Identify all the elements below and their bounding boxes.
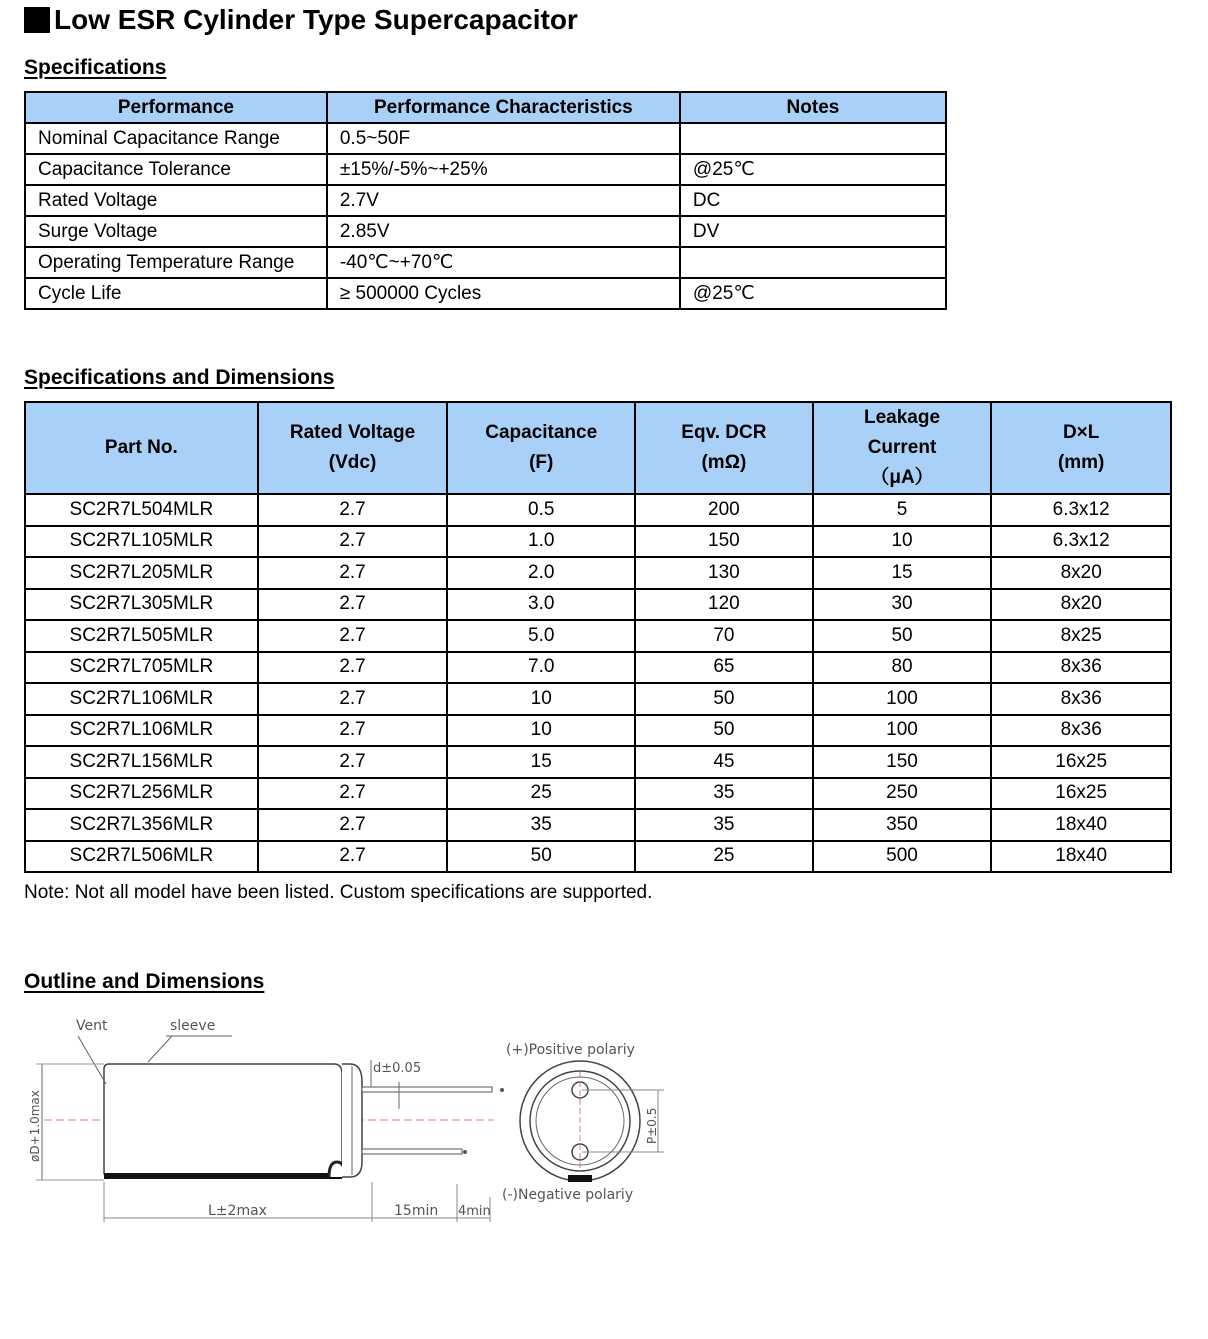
spec-table-header-row (25, 92, 946, 123)
vent-leader (78, 1036, 106, 1084)
dim-cell: 3.0 (447, 589, 635, 621)
spec-cell: Cycle Life (25, 278, 327, 309)
table-row (25, 809, 1171, 841)
dim-cell: 6.3x12 (991, 494, 1171, 526)
positive-polarity-label: (+)Positive polariy (506, 1042, 635, 1058)
dim-header-cell (447, 402, 635, 494)
dim-cell: 150 (813, 746, 992, 778)
dim-cell: 7.0 (447, 652, 635, 684)
dim-header-cell (258, 402, 448, 494)
section-specifications: Specifications (24, 56, 167, 79)
lead-positive (362, 1087, 492, 1092)
table-row (25, 683, 1171, 715)
dim-cell: SC2R7L705MLR (25, 652, 258, 684)
dim-cell: 16x25 (991, 778, 1171, 810)
table-row (25, 557, 1171, 589)
table-row (25, 526, 1171, 558)
dim-cell: SC2R7L505MLR (25, 620, 258, 652)
spec-cell: Operating Temperature Range (25, 247, 327, 278)
spec-cell: 2.85V (327, 216, 680, 247)
dim-cell: SC2R7L506MLR (25, 841, 258, 873)
pitch-label: P±0.5 (645, 1107, 659, 1144)
spec-cell: @25℃ (680, 278, 946, 309)
spec-table-row (25, 154, 946, 185)
dim-header-cell (991, 402, 1171, 494)
dim-cell: SC2R7L256MLR (25, 778, 258, 810)
dim-header-line: Current (867, 437, 937, 458)
spec-cell: @25℃ (680, 154, 946, 185)
dim-cell: SC2R7L205MLR (25, 557, 258, 589)
dim-cell: 2.7 (258, 620, 448, 652)
spec-cell (680, 247, 946, 278)
dim-cell: 2.7 (258, 778, 448, 810)
spec-cell (680, 123, 946, 154)
dim-header-line: Capacitance (485, 422, 598, 443)
dim-cell: 8x36 (991, 652, 1171, 684)
lead-min-label: 15min (394, 1203, 439, 1219)
negative-polarity-label: (-)Negative polariy (502, 1187, 634, 1203)
capacitor-body (104, 1064, 342, 1177)
dim-cell: 8x36 (991, 715, 1171, 747)
dim-header-line: (mm) (1057, 452, 1105, 473)
spec-cell: DV (680, 216, 946, 247)
specifications-table (24, 91, 947, 310)
dim-cell: 350 (813, 809, 992, 841)
spec-cell: Surge Voltage (25, 216, 327, 247)
dim-cell: 50 (635, 683, 813, 715)
page-title (24, 4, 578, 36)
dim-cell: 25 (447, 778, 635, 810)
spec-table-row (25, 123, 946, 154)
dim-cell: 65 (635, 652, 813, 684)
spec-cell: DC (680, 185, 946, 216)
dim-header-cell (813, 402, 992, 494)
dim-cell: 2.7 (258, 526, 448, 558)
dim-cell: SC2R7L106MLR (25, 683, 258, 715)
dim-cell: 10 (447, 715, 635, 747)
spec-cell: 0.5~50F (327, 123, 680, 154)
spec-cell: Nominal Capacitance Range (25, 123, 327, 154)
dim-cell: 30 (813, 589, 992, 621)
dim-cell: 2.7 (258, 809, 448, 841)
table-row (25, 778, 1171, 810)
dim-cell: 45 (635, 746, 813, 778)
dim-cell: 50 (635, 715, 813, 747)
dim-header-cell (635, 402, 813, 494)
section-outline: Outline and Dimensions (24, 970, 265, 993)
dim-cell: SC2R7L356MLR (25, 809, 258, 841)
dim-cell: 200 (635, 494, 813, 526)
dim-cell: 10 (447, 683, 635, 715)
dim-cell: 35 (635, 809, 813, 841)
dim-cell: 2.7 (258, 841, 448, 873)
dim-cell: 2.0 (447, 557, 635, 589)
dim-cell: 8x20 (991, 557, 1171, 589)
length-label: L±2max (208, 1203, 267, 1219)
table-row (25, 746, 1171, 778)
spec-table-row (25, 247, 946, 278)
dim-cell: 1.0 (447, 526, 635, 558)
diameter-label: øD+1.0max (28, 1090, 42, 1162)
dim-cell: 16x25 (991, 746, 1171, 778)
dim-cell: 10 (813, 526, 992, 558)
dim-header-cell (25, 402, 258, 494)
table-row (25, 620, 1171, 652)
dim-header-line: Rated Voltage (289, 422, 416, 443)
dim-cell: 35 (447, 809, 635, 841)
dim-header-line: （μA） (870, 467, 934, 488)
dim-cell: 2.7 (258, 494, 448, 526)
lead-end-label: 4min (458, 1204, 491, 1219)
dim-header-line: Eqv. DCR (681, 422, 767, 443)
dim-cell: 120 (635, 589, 813, 621)
dim-cell: SC2R7L504MLR (25, 494, 258, 526)
dim-cell: SC2R7L305MLR (25, 589, 258, 621)
spec-table-row (25, 185, 946, 216)
spec-header-cell: Performance Characteristics (327, 92, 680, 123)
spec-header-cell: Performance (25, 92, 327, 123)
dim-cell: 50 (813, 620, 992, 652)
dim-cell: 8x25 (991, 620, 1171, 652)
outline-drawing (24, 1012, 684, 1227)
table-row (25, 841, 1171, 873)
spec-cell: Capacitance Tolerance (25, 154, 327, 185)
dimensions-table (24, 401, 1172, 873)
dim-cell: 5.0 (447, 620, 635, 652)
section-specs-dimensions: Specifications and Dimensions (24, 366, 335, 389)
lead-negative (362, 1149, 462, 1154)
dim-header-line: Leakage (863, 407, 941, 428)
dim-cell: 100 (813, 683, 992, 715)
vent-label: Vent (76, 1018, 108, 1034)
dim-cell: SC2R7L156MLR (25, 746, 258, 778)
dim-cell: 35 (635, 778, 813, 810)
table-note: Note: Not all model have been listed. Custom specifications are supported. (24, 882, 653, 903)
sleeve-label: sleeve (170, 1018, 216, 1034)
lead-end-dot-bottom (463, 1150, 467, 1154)
dim-cell: 50 (447, 841, 635, 873)
spec-table-row (25, 278, 946, 309)
sleeve-bottom-band (104, 1173, 342, 1179)
dim-cell: 2.7 (258, 746, 448, 778)
table-row (25, 715, 1171, 747)
table-row (25, 494, 1171, 526)
dim-cell: 2.7 (258, 683, 448, 715)
dim-header-line: Part No. (104, 437, 178, 458)
dim-cell: 150 (635, 526, 813, 558)
square-bullet-icon (24, 7, 50, 33)
dim-cell: 70 (635, 620, 813, 652)
dim-cell: 5 (813, 494, 992, 526)
dim-header-line: (Vdc) (328, 452, 377, 473)
dim-cell: 6.3x12 (991, 526, 1171, 558)
spec-cell: Rated Voltage (25, 185, 327, 216)
spec-cell: 2.7V (327, 185, 680, 216)
dim-cell: 2.7 (258, 589, 448, 621)
page-title-text: Low ESR Cylinder Type Supercapacitor (54, 4, 578, 35)
dim-cell: 2.7 (258, 652, 448, 684)
dim-cell: 15 (813, 557, 992, 589)
spec-table-row (25, 216, 946, 247)
dim-cell: 0.5 (447, 494, 635, 526)
dim-cell: 100 (813, 715, 992, 747)
dim-header-line: (mΩ) (701, 452, 747, 473)
dim-cell: 2.7 (258, 557, 448, 589)
dim-cell: 25 (635, 841, 813, 873)
dim-cell: 130 (635, 557, 813, 589)
dim-cell: SC2R7L106MLR (25, 715, 258, 747)
table-row (25, 589, 1171, 621)
negative-marker (568, 1175, 592, 1182)
lead-diameter-label: d±0.05 (373, 1061, 422, 1076)
dim-header-line: (F) (529, 452, 554, 473)
sleeve-leader (148, 1036, 172, 1062)
dim-cell: 8x36 (991, 683, 1171, 715)
dim-cell: 18x40 (991, 841, 1171, 873)
dim-cell: 18x40 (991, 809, 1171, 841)
dim-header-line: D×L (1062, 422, 1100, 443)
dim-cell: 500 (813, 841, 992, 873)
spec-cell: -40℃~+70℃ (327, 247, 680, 278)
spec-cell: ≥ 500000 Cycles (327, 278, 680, 309)
dim-cell: SC2R7L105MLR (25, 526, 258, 558)
dim-table-header-row (25, 402, 1171, 494)
dim-cell: 80 (813, 652, 992, 684)
dim-cell: 8x20 (991, 589, 1171, 621)
lead-end-dot-top (500, 1088, 504, 1092)
dim-cell: 2.7 (258, 715, 448, 747)
dim-cell: 250 (813, 778, 992, 810)
spec-cell: ±15%/-5%~+25% (327, 154, 680, 185)
table-row (25, 652, 1171, 684)
spec-header-cell: Notes (680, 92, 946, 123)
dim-cell: 15 (447, 746, 635, 778)
